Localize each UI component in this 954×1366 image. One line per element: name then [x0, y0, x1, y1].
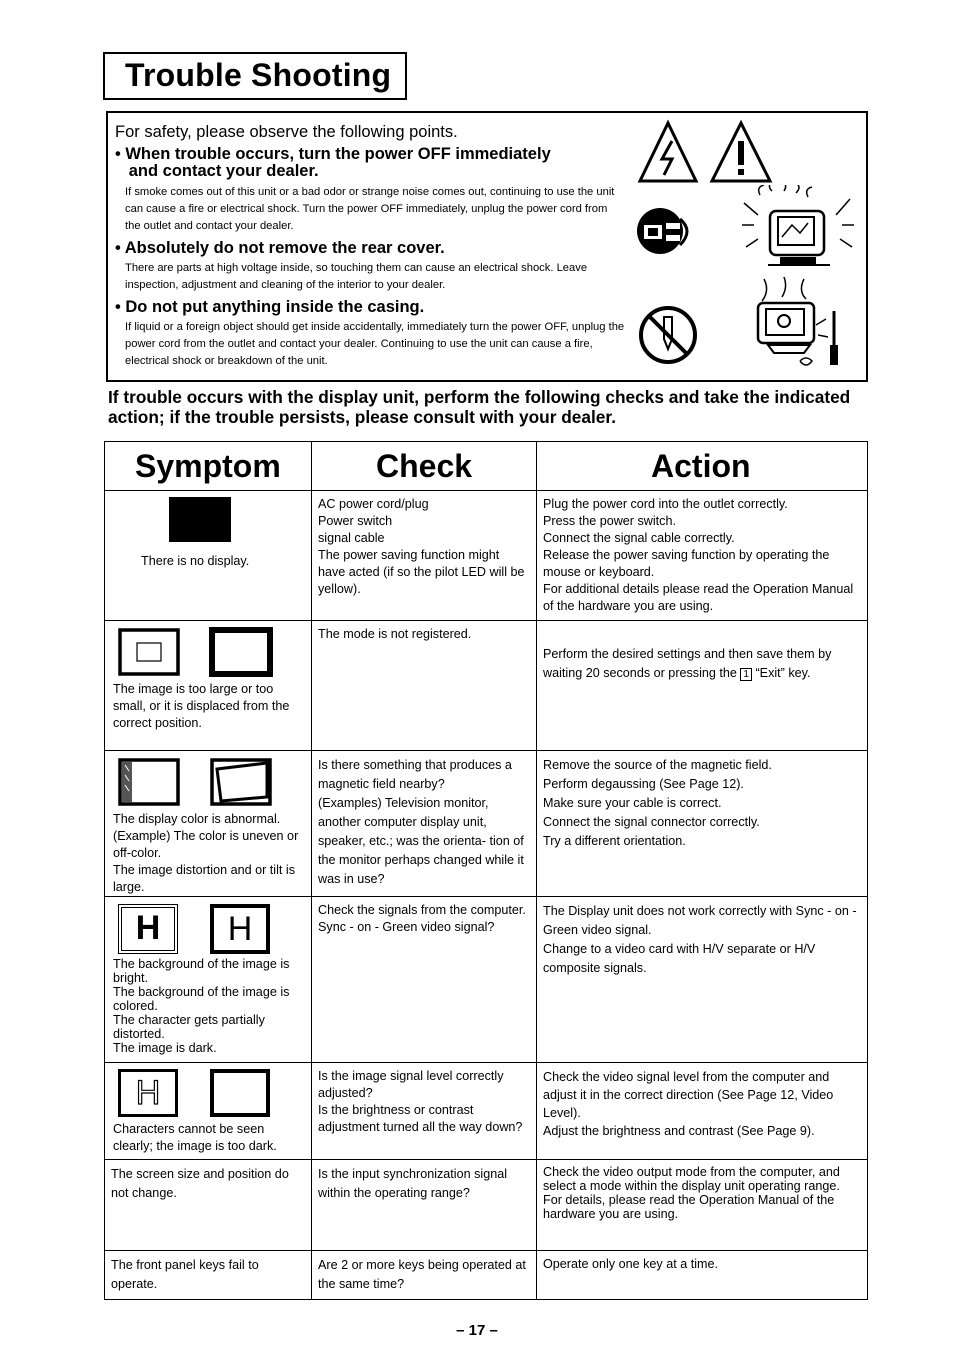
symptom-cell	[105, 1063, 312, 1160]
action-text: Remove the source of the magnetic field. Perform degaussing (See Page 12). Make sure your cable is correct. Connect the signal connector correctly. Try a different orientation.	[543, 758, 772, 848]
action-cell	[537, 1160, 868, 1251]
unplug-icon	[636, 205, 696, 257]
prohibited-icon	[636, 303, 700, 367]
check-cell	[312, 1251, 537, 1300]
symptom-text: The background of the image is bright. The background of the image is colored. The character gets partially distorted. The image is dark.	[113, 957, 290, 1055]
symptom-text: The front panel keys fail to operate.	[111, 1258, 259, 1291]
symptom-text: The display color is abnormal. (Example) The color is uneven or off-color. The image distortion and or tilt is large.	[113, 812, 299, 894]
large-image-screen-icon	[212, 630, 270, 674]
symptom-cell	[105, 1251, 312, 1300]
action-text: The Display unit does not work correctly with Sync - on - Green video signal. Change to a video card with H/V separate or H/V composite signals.	[543, 904, 857, 975]
symptom-text: There is no display.	[141, 554, 250, 568]
check-text: Is the input synchronization signal within the operating range?	[318, 1167, 508, 1200]
check-text: Is there something that produces a magnetic field nearby? (Examples) Television monitor, another computer display unit, speaker, etc.; was the orienta- tion of the monitor perhaps changed while it was in use?	[318, 758, 524, 886]
check-header: Check	[312, 442, 537, 491]
screwdriver-monitor-icon	[734, 275, 864, 375]
bright-background-screen-icon: H	[118, 904, 178, 954]
action-text: Check the video output mode from the computer, and select a mode within the display unit operating range. For details, please read the Operation Manual of the hardware you are using.	[543, 1165, 840, 1221]
symptom-text: Characters cannot be seen clearly; the image is too dark.	[113, 1122, 277, 1153]
check-text: Check the signals from the computer. Sync - on - Green video signal?	[318, 903, 526, 934]
table-row	[105, 621, 868, 751]
electric-shock-warning-icon	[640, 123, 696, 181]
table-row	[105, 1063, 868, 1160]
check-text: Are 2 or more keys being operated at the same time?	[318, 1258, 526, 1291]
check-cell	[312, 621, 537, 751]
exit-key-icon: 1	[740, 668, 752, 681]
color-distortion-icons	[117, 757, 277, 807]
table-header-row	[105, 442, 868, 491]
troubleshooting-intro: If trouble occurs with the display unit, perform the following checks and take the indicated action; if the trouble persists, please consult with your dealer.	[108, 387, 851, 427]
dark-screen-icon	[210, 1069, 270, 1117]
faint-characters-screen-icon: H	[118, 1069, 178, 1117]
action-text: Operate only one key at a time.	[543, 1257, 719, 1271]
uneven-color-screen-icon	[120, 760, 178, 804]
action-text: Check the video signal level from the computer and adjust it in the correct direction (See Page 12, Video Level). Adjust the brightness and contrast (See Page 9).	[543, 1070, 834, 1138]
check-cell	[312, 751, 537, 897]
tilted-image-screen-icon	[212, 760, 270, 804]
table-row	[105, 1160, 868, 1251]
safety-point-3-text: If liquid or a foreign object should get inside accidentally, immediately turn the power OFF, unplug the power cord from the outlet and contact your dealer. Continuing to use the unit can cause a fire, electrical shock or breakdown of the unit.	[125, 321, 625, 367]
symptom-cell	[105, 751, 312, 897]
table-row	[105, 751, 868, 897]
warning-symbols	[636, 119, 776, 185]
check-cell	[312, 491, 537, 621]
table-row	[105, 1251, 868, 1300]
colored-background-screen-icon: H	[210, 904, 270, 954]
troubleshooting-table	[104, 441, 868, 1300]
check-cell	[312, 1063, 537, 1160]
caution-warning-icon	[712, 123, 770, 181]
symptom-text: The screen size and position do not change.	[111, 1167, 289, 1200]
action-cell	[537, 1251, 868, 1300]
smoking-monitor-icon	[740, 185, 858, 275]
action-cell	[537, 897, 868, 1063]
symptom-cell	[105, 1160, 312, 1251]
small-image-screen-icon	[120, 630, 178, 674]
symptom-text: The image is too large or too small, or it is displaced from the correct position.	[113, 682, 290, 730]
symptom-cell	[105, 621, 312, 751]
action-cell	[537, 751, 868, 897]
check-cell	[312, 897, 537, 1063]
check-text: The mode is not registered.	[318, 627, 472, 641]
page-title: Trouble Shooting	[125, 57, 392, 93]
safety-point-3-heading: • Do not put anything inside the casing.	[115, 298, 425, 316]
action-header: Action	[537, 442, 868, 491]
action-cell	[537, 491, 868, 621]
check-text: Is the image signal level correctly adjusted? Is the brightness or contrast adjustment turned all the way down?	[318, 1069, 523, 1134]
table-row	[105, 491, 868, 621]
symptom-header: Symptom	[105, 442, 312, 491]
action-text: Perform the desired settings and then save them by waiting 20 seconds or pressing the	[543, 647, 832, 680]
page-number: – 17 –	[456, 1322, 498, 1339]
action-cell	[537, 621, 868, 751]
safety-box	[106, 111, 868, 382]
safety-point-2-heading: • Absolutely do not remove the rear cover.	[115, 239, 445, 257]
action-text-end: “Exit” key.	[751, 666, 811, 680]
safety-intro: For safety, please observe the following points.	[115, 123, 458, 141]
size-position-icons	[117, 627, 277, 677]
action-cell	[537, 1063, 868, 1160]
safety-point-2-text: There are parts at high voltage inside, so touching them can cause an electrical shock. Leave inspection, adjustment and cleaning of the interior to your dealer.	[125, 262, 588, 291]
safety-point-1-text: If smoke comes out of this unit or a bad odor or strange noise comes out, continuing to use the unit can cause a fire or electrical shock. Turn the power OFF immediately, unplug the power cord from the outlet and contact your dealer.	[125, 186, 615, 232]
check-text: AC power cord/plug Power switch signal cable The power saving function might have acted (if so the pilot LED will be yellow).	[318, 497, 525, 596]
action-text: Plug the power cord into the outlet correctly. Press the power switch. Connect the signal cable correctly. Release the power saving function by operating the mouse or keyboard. For additional details please read the Operation Manual of the hardware you are using.	[543, 497, 854, 613]
symptom-cell	[105, 897, 312, 1063]
table-row	[105, 897, 868, 1063]
check-cell	[312, 1160, 537, 1251]
title-box	[103, 52, 407, 100]
blank-screen-icon	[169, 497, 231, 542]
safety-point-1-heading: • When trouble occurs, turn the power OFF immediately and contact your dealer.	[115, 145, 551, 180]
symptom-cell	[105, 491, 312, 621]
